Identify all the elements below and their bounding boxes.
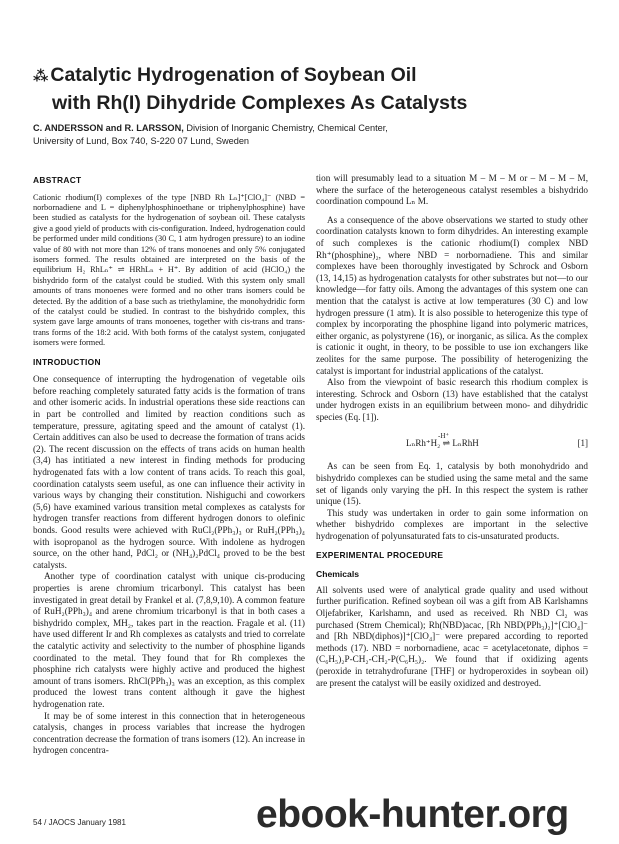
right-paragraph-1: As a consequence of the above observations we started to study other coordination catalysts known to form dihydrides. An interesting example of such complexes is the cationic rhodium(I) complex NBD Rh⁺(phosphine)₂, where NBD = norbornadiene. This and similar complexes have been thoroughly investigated by Schrock and Osborn (13, 14,15) as hydrogenation catalysts for other substrates but not—to our knowledge—for fatty oils. Among the advantages of this system one can mention that the catalyst is active at low temperatures (30 C) and low hydrogen pressure (1 atm). It is also possible to heterogenize this type of complex by incorporating the phosphine ligand into polymeric matrices, either organic, as polystyrene (16), or inorganic, as silica. As the complex is cationic it ought, in theory, to be possible to use ion exchangers like zeolites for the same purpose. The possibility of heterogenizing the catalyst is important for industrial applications of the catalyst. <box>316 214 588 376</box>
title-line-1: Catalytic Hydrogenation of Soybean Oil <box>50 64 417 86</box>
intro-paragraph-3: It may be of some interest in this connection that in heterogeneous catalysis, changes in process variables that increase the hydrogen concentration decrease the formation of trans isomers (12). An increase in hydrogen concentra- <box>33 710 305 756</box>
title-block <box>33 62 593 116</box>
title-mark: ⁂ <box>33 68 49 85</box>
experimental-heading: EXPERIMENTAL PROCEDURE <box>316 549 444 560</box>
continued-paragraph: tion will presumably lead to a situation M – M – M or – M – M – M, where the surface of the heterogeneous catalyst resembles a bishydrido coordination compound Lₙ M. <box>316 173 588 207</box>
author-names: C. ANDERSSON and R. LARSSON, <box>33 123 184 133</box>
abstract-text: Cationic rhodium(I) complexes of the type [NBD Rh Lₙ]⁺[ClO₄]⁻ (NBD = norbornadiene and L = diphenylphosphinoethane or triphenylphosphine) have been studied as catalysts for the hydrogenation of soybean oil. These catalysts give a good yield of products with cis-configuration. Indeed, hydrogenation could be performed under mild conditions (30 C, 1 atm hydrogen pressure) to an iodine value of 80 with not more than 12% of trans monoenes and only 5% conjugated isomers formed. The results obtained are interpreted on the basis of the equilibrium H₂ RhLₙ⁺ ⇌ HRhLₙ + H⁺. By addition of acid (HClO₄) the bishydrido form of the catalyst could be studied. With this system only small amounts of trans monoenes were formed and no other trans isomers could be detected. By the addition of a base such as triethylamine, the monohydridic form of the catalyst could be studied. In contrast to the bishydrido complex, this system gave large amounts of trans monoenes, together with cis-trans and trans-trans forms of the 18:2 acid. With both forms of the catalyst system, conjugated isomers were formed. <box>33 192 305 348</box>
right-column <box>316 173 588 689</box>
equation-number: [1] <box>577 438 588 449</box>
title-line-2: with Rh(I) Dihydride Complexes As Catalysts <box>52 92 468 114</box>
introduction-heading: INTRODUCTION <box>33 356 101 367</box>
right-paragraph-3: As can be seen from Eq. 1, catalysis by both monohydrido and bishydrido complexes can be studied using the same metal and the same set of ligands only varying the pH. In this respect the system is rather unique (15). <box>316 461 588 507</box>
author-block <box>33 122 593 148</box>
affiliation-line-2: University of Lund, Box 740, S-220 07 Lund, Sweden <box>33 136 250 146</box>
article-title <box>33 62 593 116</box>
experimental-paragraph-1: All solvents used were of analytical grade quality and used without further purification. Refined soybean oil was a gift from AB Karlshamns Oljefabriker, Karlshamn, and used as received. Rh NBD Cl₂ was purchased (Strem Chemical); Rh(NBD)acac, [Rh NBD(PPh₃)₂]⁺[ClO₄]⁻ and [Rh NBD(diphos)]⁺[ClO₄]⁻ were prepared according to reported methods (17). NBD = norbornadiene, acac = acetylacetonate, diphos = (C₆H₅)₂P-CH₂-CH₂-P(C₆H₅)₂. We found that if oxidizing agents (peroxide in tetrahydrofurane [THF] or hydroperoxides in soybean oil) are present the catalyst will be easily oxidized and destroyed. <box>316 584 588 688</box>
equation-1 <box>316 431 588 453</box>
chemicals-subheading: Chemicals <box>316 569 359 580</box>
right-paragraph-4: This study was undertaken in order to gain some information on whether bishydrido complexes are important in the selective hydrogenation of polyunsaturated fats to cis-unsaturated products. <box>316 507 588 542</box>
intro-paragraph-2: Another type of coordination catalyst with unique cis-producing properties is arene chromium tricarbonyl. This catalyst has been investigated in great detail by Frankel et al. (7,8,9,10). A common feature of RuH₂(PPh₃)₄ and arene chromium tricarbonyl is that in both cases a bishydrido complex, MH₂, takes part in the reaction. Fragale et al. (11) have used different Ir and Rh complexes as catalysts and tried to correlate the catalytic activity and selectivity to the number of phosphine ligands coordinated to the metal. They found that for Rh complexes the phosphine rich catalysts were highly active and produced the highest amount of trans isomers. RhCl(PPh₃)₃ was an exception, as this complex produced the lowest trans content although it gave the highest hydrogenation rate. <box>33 571 305 709</box>
affiliation-line-1: Division of Inorganic Chemistry, Chemical Center, <box>186 123 388 133</box>
equation-superscript: -H⁺ <box>438 432 450 441</box>
right-paragraph-2: Also from the viewpoint of basic research this rhodium complex is interesting. Schrock and Osborn (13) have established that the catalyst under hydrogen exists in an equilibrium between mono- and dihydridic species (Eq. [1]). <box>316 377 588 422</box>
page-footer: 54 / JAOCS January 1981 <box>33 818 126 827</box>
watermark: ebook-hunter.org <box>256 793 569 836</box>
left-column <box>33 175 305 757</box>
abstract-heading: ABSTRACT <box>33 175 82 185</box>
equation-text: LₙRh⁺H₂ ⇌ LₙRhH <box>406 438 479 449</box>
intro-paragraph-1: One consequence of interrupting the hydrogenation of vegetable oils before reaching completely saturated fatty acids is the formation of trans and other isomeric acids. In industrial operations these side reactions can in part be controlled and limited by reaction conditions such as temperature, pressure, agitating speed and the amount of catalyst (1). Certain additives can also be used to decrease the formation of trans acids (2). The recent discussion on the effects of trans acids on human health (3,4) has intitiated a new interest in finding methods for producing hydrogenated fats with a low content of trans acids. To reach this goal, coordination catalysts seem useful, as one can influence their activity in various ways by changing their constitution. Nishiguchi and coworkers (5,6) have examined various transition metal complexes as catalysts for hydrogen transfer reactions from different hydrogen donors to olefinic bonds. Good results were achieved with RuCl₂(PPh₃)₃ or RuH₂(PPh₃)₄ with isopropanol as the hydrogen source. With indolene as hydrogen source, on the other hand, PdCl₂ or (NH₄)₂PdCl₄ proved to be the best catalysts. <box>33 374 305 570</box>
